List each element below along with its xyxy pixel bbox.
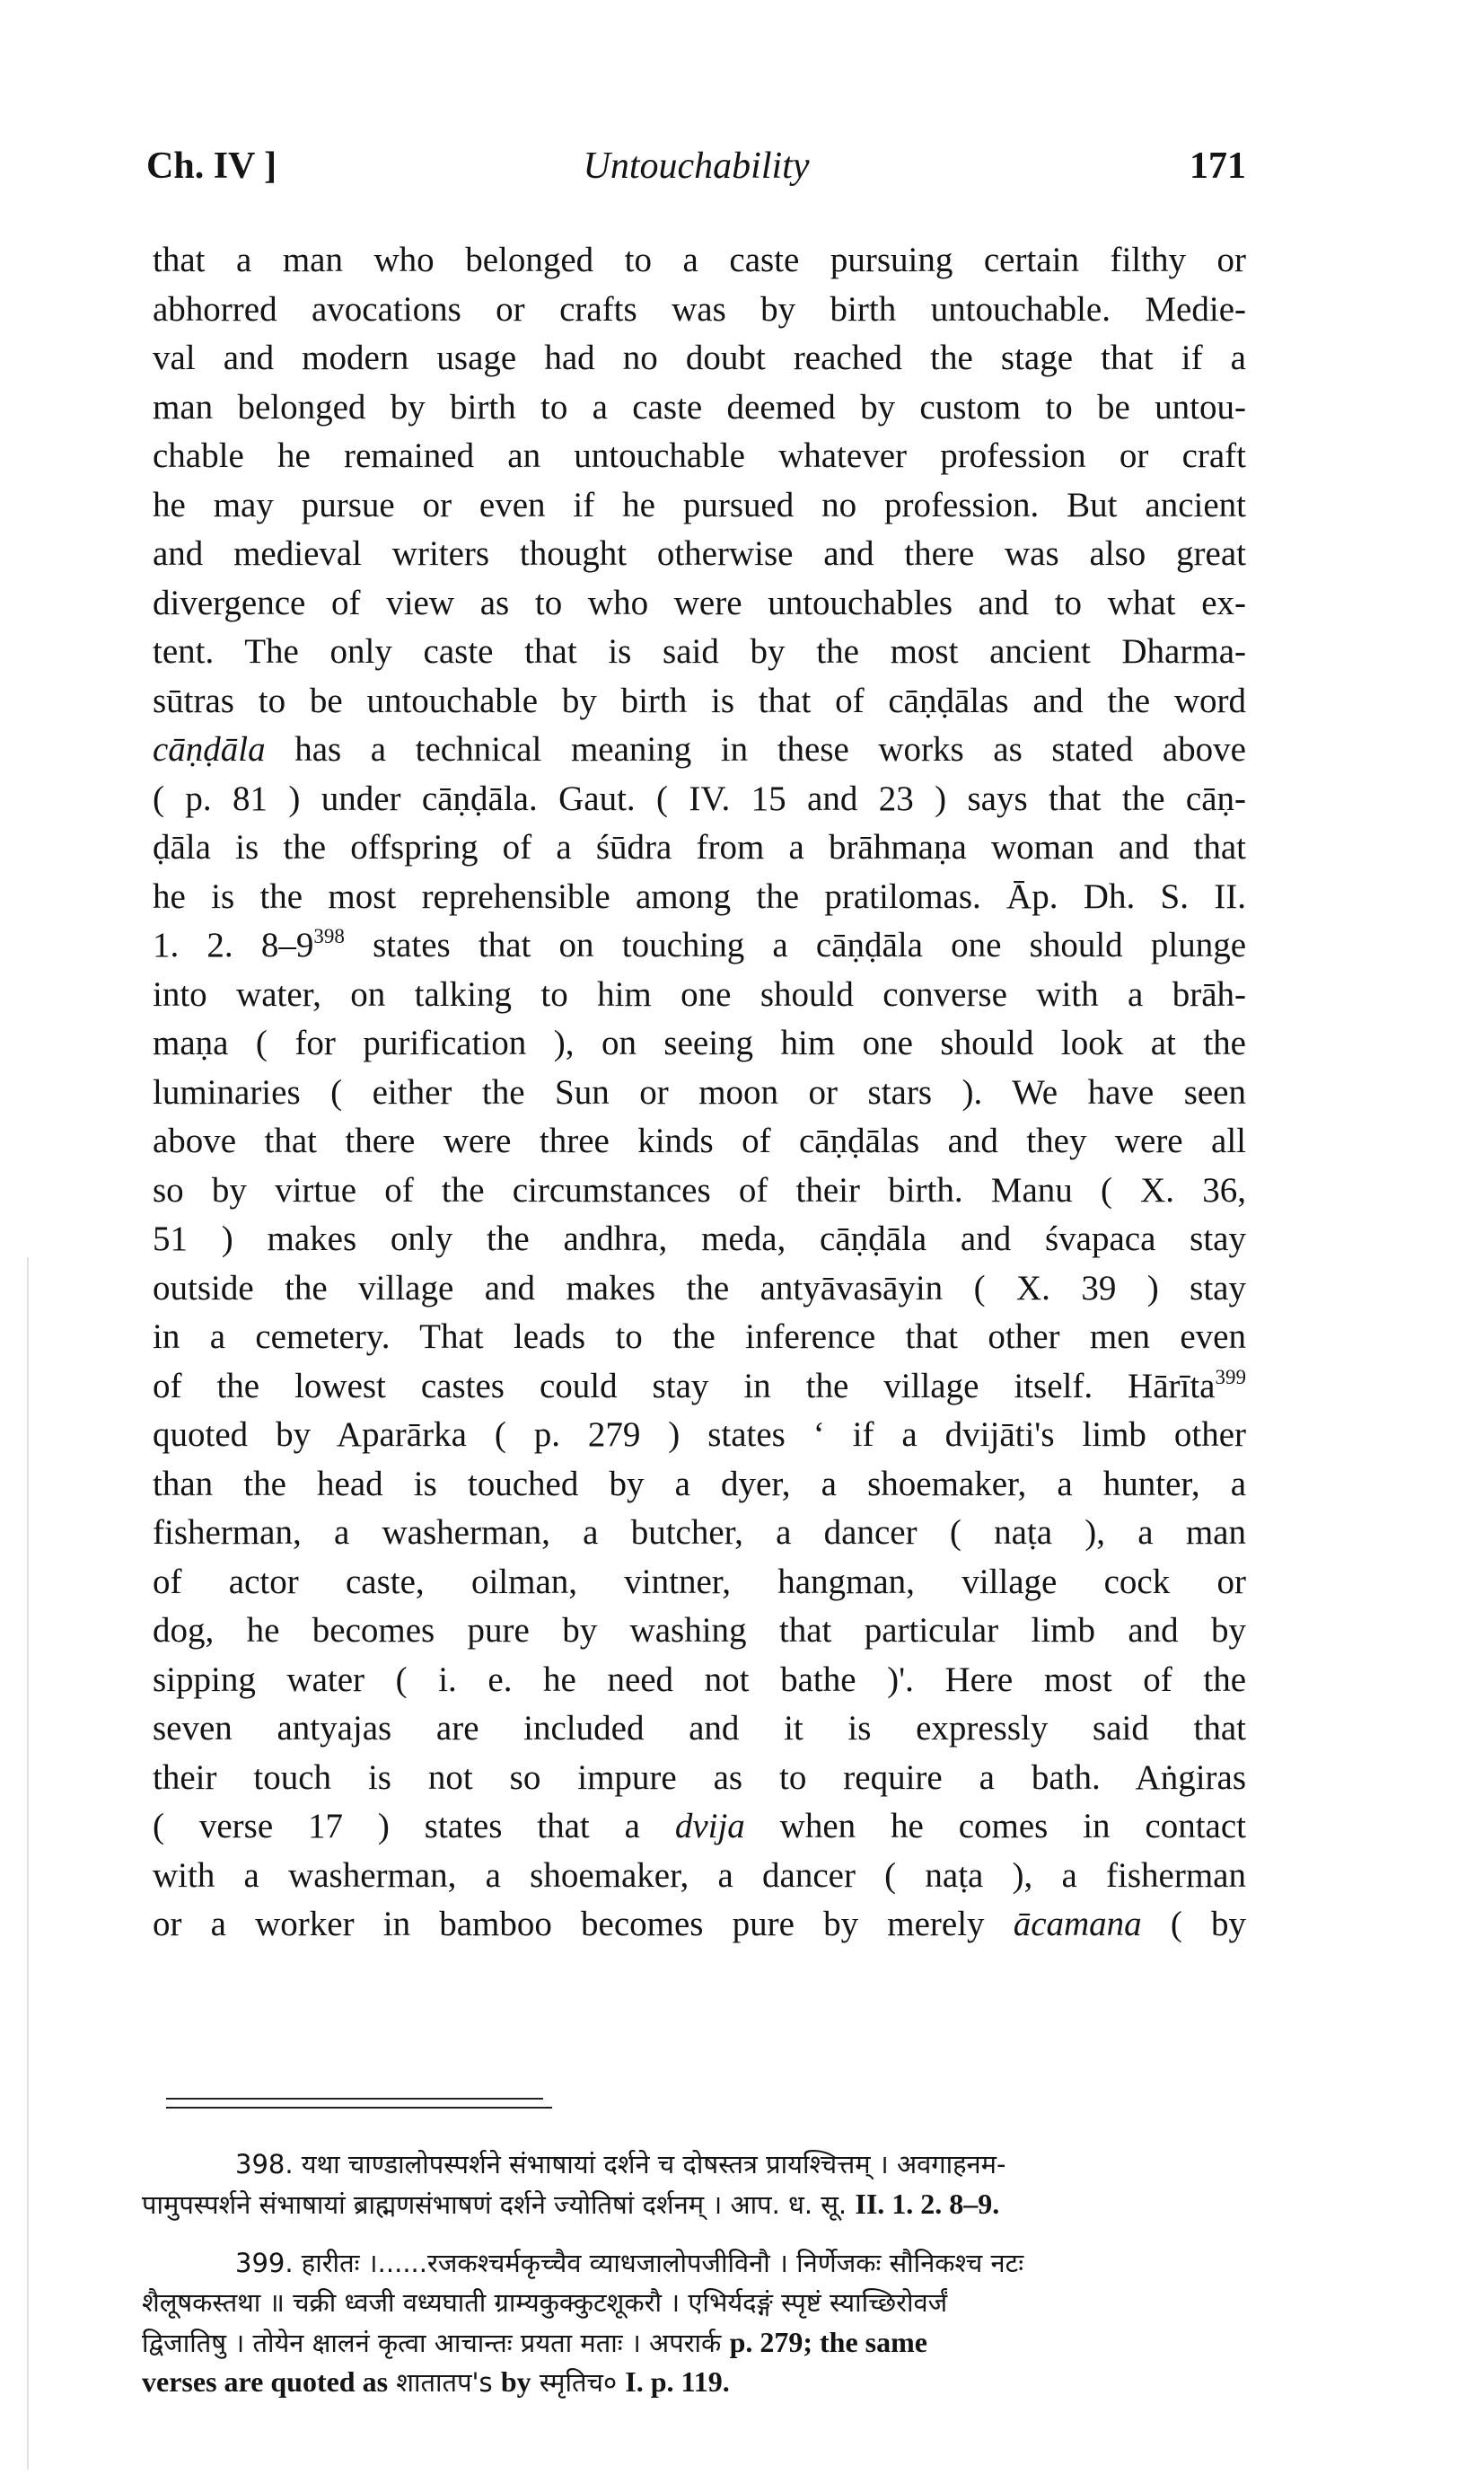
text-line [153,1362,1246,1412]
text-span: शातातप's [396,2367,493,2398]
citation: II. 1. 2. 8–9. [855,2188,1000,2220]
text-line: he may pursue or even if he pursued no profession. But ancient [153,485,1246,524]
text-span: has a technical meaning in these works as stated above [294,730,1246,769]
text-span: or a worker in bamboo becomes pure by merely [153,1905,985,1943]
text-line: that a man who belonged to a caste pursuing certain filthy or [153,241,1246,279]
text-line: with a washerman, a shoemaker, a dancer ( naṭa ), a fisherman [153,1855,1246,1895]
text-line: val and modern usage had no doubt reached the stage that if a [153,339,1246,377]
footnote-divider [166,2098,543,2100]
text-line: abhorred avocations or crafts was by birth untouchable. Medie- [153,289,1246,329]
running-title: Untouchability [583,145,810,187]
footnote-gap [142,2223,1246,2243]
text-span: verses are quoted as [142,2365,389,2398]
text-line: divergence of view as to who were untouchables and to what ex- [153,583,1246,622]
text-line: fisherman, a washerman, a butcher, a dancer ( naṭa ), a man [153,1513,1246,1552]
text-line: sūtras to be untouchable by birth is that of cāṇḍālas and the word [153,681,1246,720]
footnote-divider [166,2107,552,2109]
text-span: स्मृतिच० [539,2367,618,2398]
chapter-label: Ch. IV ] [146,145,277,187]
text-span: of the lowest castes could stay in the village itself. Hārīta [153,1366,1216,1405]
footnote-398-line [142,2184,1246,2223]
text-line: man belonged by birth to a caste deemed by custom to be untou- [153,387,1246,427]
text-line [153,921,1246,971]
text-line: into water, on talking to him one should converse with a brāh- [153,974,1246,1014]
main-text [153,236,1246,1950]
text-line [153,1900,1246,1950]
text-span: ( verse 17 ) states that a [153,1807,640,1845]
text-line: so by virtue of the circumstances of their birth. Manu ( X. 36, [153,1170,1246,1210]
text-span: states that on touching a cāṇḍāla one should plunge [373,926,1246,964]
citation: p. 279; the same [729,2326,927,2358]
text-line: and medieval writers thought otherwise and there was also great [153,534,1246,573]
text-line: 51 ) makes only the andhra, meda, cāṇḍāla and śvapaca stay [153,1220,1246,1258]
footnote-399-line [142,2322,1246,2362]
text-line: dog, he becomes pure by washing that particular limb and by [153,1611,1246,1650]
text-span: पामुपस्पर्शने संभाषायां ब्राह्मणसंभाषणं दर्शने ज्योतिषां दर्शनम् । आप. ध. सू. [142,2189,847,2220]
text-line: quoted by Aparārka ( p. 279 ) states ‘ if a dvijāti's limb other [153,1415,1246,1454]
citation: I. p. 119. [625,2365,730,2398]
text-span: ( by [1170,1905,1246,1943]
text-line: outside the village and makes the antyāvasāyin ( X. 39 ) stay [153,1268,1246,1308]
italic-term: ācamana [1013,1905,1142,1943]
footnote-399-line: 399. हारीतः ।......रजकश्चर्मकृच्चैव व्याधजालोपजीविनौ । निर्णेजकः सौनिकश्च नटः [235,2248,1024,2278]
text-line: seven antyajas are included and it is expressly said that [153,1709,1246,1748]
italic-term: dvija [674,1807,745,1845]
running-header [146,139,1246,211]
text-line: of actor caste, oilman, vintner, hangman, village cock or [153,1562,1246,1601]
text-span: by [500,2365,531,2398]
text-line: than the head is touched by a dyer, a shoemaker, a hunter, a [153,1464,1246,1503]
footnote-ref-398: 398 [313,925,345,947]
text-line: their touch is not so impure as to require a bath. Aṅgiras [153,1757,1246,1797]
footnote-ref-399: 399 [1215,1365,1246,1388]
text-line: sipping water ( i. e. he need not bathe )'. Here most of the [153,1660,1246,1699]
text-line: chable he remained an untouchable whatever profession or craft [153,436,1246,475]
text-line: tent. The only caste that is said by the most ancient Dharma- [153,632,1246,671]
text-line: he is the most reprehensible among the pratilomas. Āp. Dh. S. II. [153,876,1246,916]
page-number: 171 [1190,145,1246,187]
text-line: ( p. 81 ) under cāṇḍāla. Gaut. ( IV. 15 and 23 ) says that the cāṇ- [153,779,1246,818]
text-line: in a cemetery. That leads to the inference that other men even [153,1317,1246,1356]
italic-term: cāṇḍāla [153,730,266,769]
text-span: when he comes in contact [779,1807,1246,1845]
footnotes [142,2144,1246,2401]
text-line [153,1802,1246,1852]
footnote-399-line [142,2362,1246,2401]
footnote-398-line: 398. यथा चाण्डालोपस्पर्शने संभाषायां दर्शने च दोषस्तत्र प्रायश्चित्तम् । अवगाहनम- [235,2149,1006,2179]
text-span: 1. 2. 8–9 [153,926,314,964]
scan-edge-line [27,1257,29,2470]
text-line [153,726,1246,775]
text-line: above that there were three kinds of cāṇḍālas and they were all [153,1122,1246,1160]
text-line: ḍāla is the offspring of a śūdra from a brāhmaṇa woman and that [153,828,1246,867]
text-line: maṇa ( for purification ), on seeing him one should look at the [153,1024,1246,1062]
footnote-399-line: शैलूषकस्तथा ॥ चक्री ध्वजी वध्यघाती ग्राम्यकुक्कुटशूकरौ । एभिर्यदङ्गं स्पृष्टं स्याच्छिरोवर्जं [142,2287,948,2318]
text-span: द्विजातिषु । तोयेन क्षालनं कृत्वा आचान्तः प्रयता मताः । अपरार्क [142,2328,722,2358]
text-line: luminaries ( either the Sun or moon or stars ). We have seen [153,1072,1246,1112]
